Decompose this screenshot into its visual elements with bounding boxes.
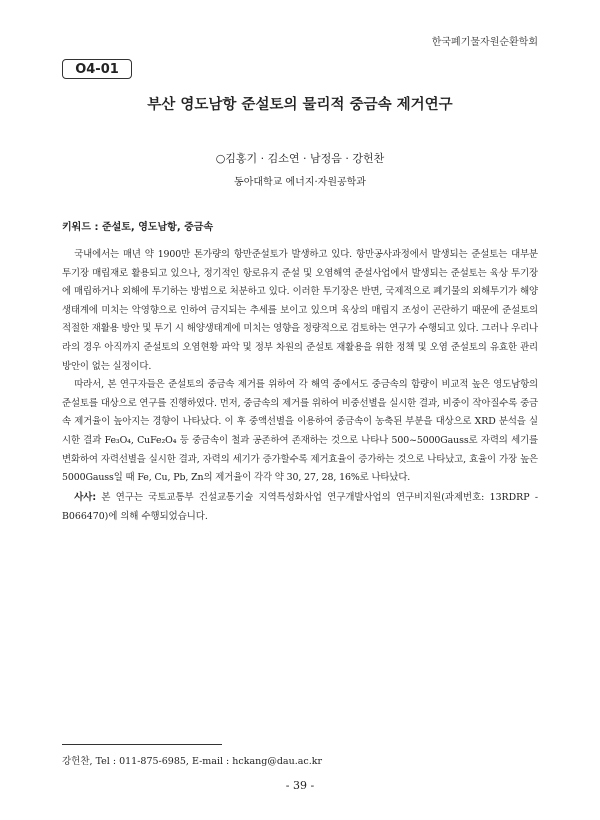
acknowledgement xyxy=(62,489,538,526)
footnote-contact: 강헌찬, Tel : 011-875-6985, E-mail : hckang@dau.ac.kr xyxy=(62,756,323,767)
author-list: ○김홍기 · 김소연 · 남정음 · 강헌찬 xyxy=(215,152,385,165)
ack-text: 본 연구는 국토교통부 건설교통기술 지역특성화사업 연구개발사업의 연구비지원(과제번호: 13RDRP - B066470)에 의해 수행되었습니다. xyxy=(62,492,538,522)
paragraph-2: 따라서, 본 연구자들은 준설토의 중금속 제거를 위하여 각 해역 중에서도 중금속의 함량이 비교적 높은 영도남항의 준설토를 대상으로 연구를 진행하였다. 먼저, 중금속의 제거를 위하여 비중선별을 실시한 결과, 비중이 작아질수록 중금속 제거율이 높아지는 경향이 나타났다. 이 후 중액선별을 이용하여 중금속이 농축된 부분을 대상으로 XRD 분석을 실시한 결과 Fe₃O₄, CuFe₂O₄ 등 중금속이 철과 공존하여 존재하는 것으로 나타나 500~5000Gauss로 자력의 세기를 변화하여 자력선별을 실시한 결과, 자력의 세기가 증가할수록 제거효율이 증가하는 것으로 나타났고, 효율이 가장 높은 5000Gauss일 때 Fe, Cu, Pb, Zn의 제거율이 각각 약 30, 27, 28, 16%로 나타났다. xyxy=(62,379,538,484)
paper-title: 부산 영도남항 준설토의 물리적 중금속 제거연구 xyxy=(147,97,453,113)
footnote-divider xyxy=(62,744,222,745)
journal-header: 한국폐기물자원순환학회 xyxy=(431,37,538,48)
affiliation: 동아대학교 에너지·자원공학과 xyxy=(234,177,366,188)
keywords: 키워드 : 준설토, 영도남항, 중금속 xyxy=(62,222,214,233)
abstract-body xyxy=(62,246,538,488)
session-code: O4-01 xyxy=(62,59,132,79)
page-number: - 39 - xyxy=(285,779,315,792)
paragraph-1: 국내에서는 매년 약 1900만 톤가량의 항만준설토가 발생하고 있다. 항만공사과정에서 발생되는 준설토는 대부분 투기장 매립재로 활용되고 있으나, 정기적인 항로유지 준설 및 오염해역 준설사업에서 발생되는 준설토는 육상 투기장에 매립하거나 외해에 투기하는 방법으로 처분하고 있다. 이러한 투기장은 반면, 국제적으로 폐기물의 외해투기가 해양생태계에 미치는 악영향으로 인하여 금지되는 추세를 보이고 있으며 육상의 매립지 조성이 곤란하기 때문에 준설토의 적절한 재활용 방안 및 투기 시 해양생태계에 미치는 영향을 정량적으로 검토하는 연구가 수행되고 있다. 그러나 우리나라의 경우 아직까지 준설토의 오염현황 파악 및 정부 차원의 준설토 재활용을 위한 정책 및 오염 준설토의 유효한 관리 방안이 없는 실정이다. xyxy=(62,249,538,372)
ack-label: 사사: xyxy=(74,492,97,503)
